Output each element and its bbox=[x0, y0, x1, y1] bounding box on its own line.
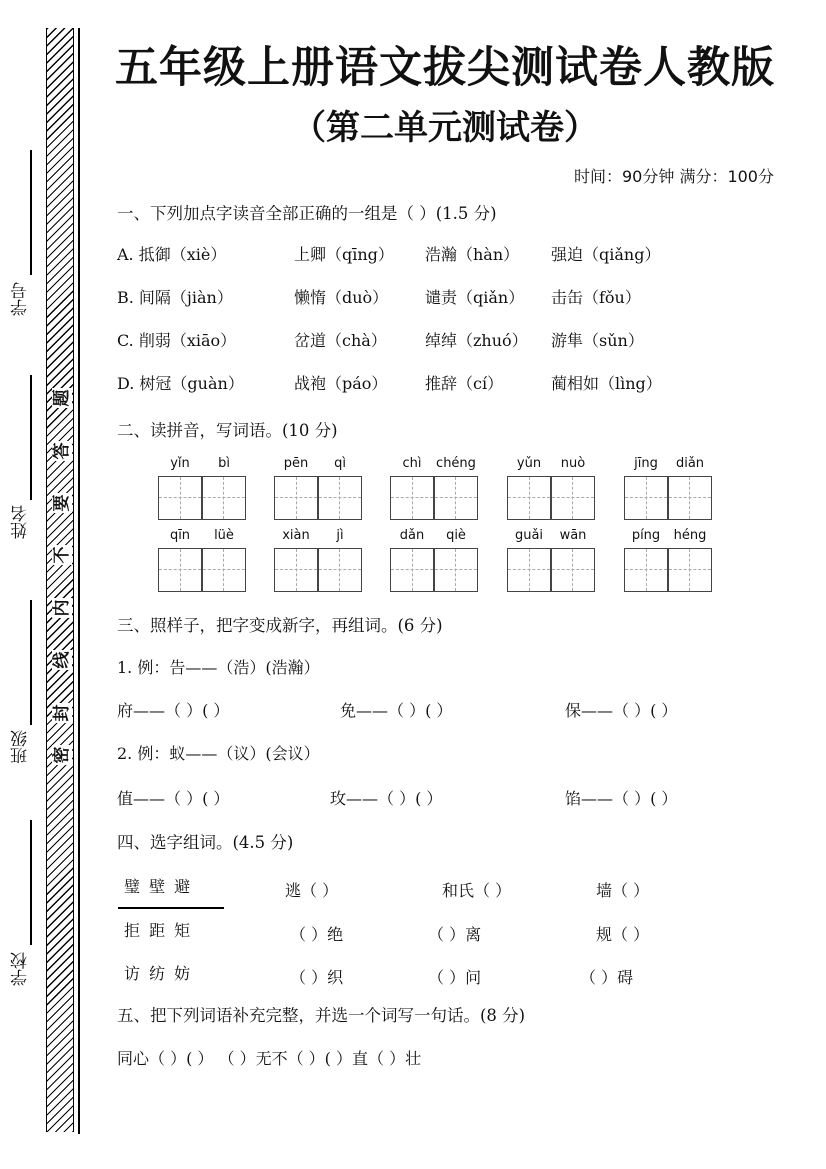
q1-option: B. 间隔（jiàn） bbox=[117, 288, 233, 307]
q1-option: 战袍（páo） bbox=[294, 374, 388, 393]
notice-char: 题 bbox=[52, 389, 72, 407]
tianzi-writing-box[interactable] bbox=[274, 548, 362, 592]
tianzi-writing-box[interactable] bbox=[624, 548, 712, 592]
q4-blank[interactable]: （ ）问 bbox=[428, 968, 482, 987]
pinyin-syllable: guǎi bbox=[514, 528, 544, 543]
q3-blank[interactable]: 府——（ ）( ） bbox=[117, 701, 230, 720]
pinyin-syllable: dǎn bbox=[399, 528, 425, 543]
student-id-underline bbox=[30, 150, 32, 275]
q4-blank[interactable]: 和氏（ ） bbox=[442, 881, 512, 900]
pinyin-syllable: xiàn bbox=[282, 528, 310, 543]
q4-choice-set: 访 纺 妨 bbox=[124, 964, 193, 983]
tianzi-writing-box[interactable] bbox=[624, 476, 712, 520]
page-subtitle: （第二单元测试卷） bbox=[292, 108, 598, 148]
time-score-info: 时间：90分钟 满分：100分 bbox=[574, 167, 774, 186]
class-label: 班级 bbox=[11, 730, 31, 764]
q4-blank[interactable]: （ ）碍 bbox=[580, 968, 634, 987]
notice-char: 密 bbox=[52, 746, 72, 764]
notice-char: 要 bbox=[52, 494, 72, 512]
tianzi-writing-box[interactable] bbox=[390, 476, 478, 520]
notice-char: 内 bbox=[52, 599, 72, 617]
page-title: 五年级上册语文拔尖测试卷人教版 bbox=[115, 43, 775, 93]
q4-blank[interactable]: （ ）离 bbox=[428, 925, 482, 944]
pinyin-syllable: jì bbox=[336, 528, 344, 543]
q1-option: A. 抵御（xiè） bbox=[117, 245, 227, 264]
school-label: 学校 bbox=[11, 952, 31, 986]
q4-choice-set: 拒 距 矩 bbox=[124, 921, 193, 940]
name-label: 姓名 bbox=[11, 505, 31, 539]
q3-title: 三、照样子，把字变成新字，再组词。(6 分) bbox=[117, 616, 443, 635]
binding-line bbox=[78, 28, 80, 1134]
q3-blank[interactable]: 馅——（ ）( ） bbox=[565, 789, 678, 808]
pinyin-syllable: lüè bbox=[214, 528, 234, 543]
q3-blank[interactable]: 免——（ ）( ） bbox=[340, 701, 453, 720]
q1-option: 推辞（cí） bbox=[425, 374, 504, 393]
pinyin-syllable: jīng bbox=[634, 456, 658, 471]
pinyin-syllable: bì bbox=[218, 456, 230, 471]
pinyin-syllable: diǎn bbox=[675, 456, 705, 471]
q4-choice-divider bbox=[118, 907, 224, 909]
q2-title: 二、读拼音，写词语。(10 分) bbox=[117, 421, 338, 440]
pinyin-syllable: wān bbox=[559, 528, 587, 543]
tianzi-writing-box[interactable] bbox=[390, 548, 478, 592]
q1-option: 岔道（chà） bbox=[294, 331, 387, 350]
q1-option: 上卿（qīng） bbox=[294, 245, 394, 264]
pinyin-syllable: qiè bbox=[446, 528, 466, 543]
pinyin-syllable: nuò bbox=[560, 456, 586, 471]
notice-char: 答 bbox=[52, 442, 72, 460]
q1-option: 游隼（sǔn） bbox=[551, 331, 644, 350]
q3-example-1: 1. 例：告——（浩）(浩瀚） bbox=[117, 658, 320, 677]
tianzi-writing-box[interactable] bbox=[507, 476, 595, 520]
q5-title: 五、把下列词语补充完整，并选一个词写一句话。(8 分) bbox=[117, 1006, 526, 1025]
q4-choice-set: 璧 壁 避 bbox=[124, 877, 193, 896]
class-underline bbox=[30, 600, 32, 725]
pinyin-syllable: qīn bbox=[169, 528, 191, 543]
q5-blank-line[interactable]: 同心（ ）( ） （ ）无不（ ）( ）直（ ）壮 bbox=[117, 1049, 422, 1068]
pinyin-syllable: héng bbox=[673, 528, 707, 543]
tianzi-writing-box[interactable] bbox=[507, 548, 595, 592]
pinyin-syllable: qì bbox=[334, 456, 346, 471]
pinyin-syllable: yǐn bbox=[170, 456, 190, 471]
q4-blank[interactable]: （ ）绝 bbox=[290, 925, 344, 944]
pinyin-syllable: pēn bbox=[283, 456, 309, 471]
q4-blank[interactable]: 墙（ ） bbox=[596, 881, 650, 900]
q4-blank[interactable]: 逃（ ） bbox=[285, 881, 339, 900]
q4-title: 四、选字组词。(4.5 分) bbox=[117, 833, 294, 852]
q1-option: 蔺相如（lìng） bbox=[551, 374, 662, 393]
q3-blank[interactable]: 玫——（ ）( ） bbox=[330, 789, 443, 808]
pinyin-syllable: yǔn bbox=[516, 456, 542, 471]
notice-char: 封 bbox=[52, 704, 72, 722]
q1-option: 强迫（qiǎng） bbox=[551, 245, 661, 264]
student-id-label: 学号 bbox=[11, 282, 31, 316]
tianzi-writing-box[interactable] bbox=[274, 476, 362, 520]
school-underline bbox=[30, 820, 32, 945]
notice-char: 不 bbox=[52, 546, 72, 564]
pinyin-syllable: píng bbox=[631, 528, 661, 543]
q1-title: 一、下列加点字读音全部正确的一组是（ ）(1.5 分) bbox=[117, 204, 497, 223]
pinyin-syllable: chì bbox=[402, 456, 422, 471]
q1-option: D. 树冠（guàn） bbox=[117, 374, 244, 393]
tianzi-writing-box[interactable] bbox=[158, 548, 246, 592]
q1-option: 谴责（qiǎn） bbox=[425, 288, 525, 307]
q1-option: 浩瀚（hàn） bbox=[425, 245, 520, 264]
q1-option: 击缶（fǒu） bbox=[551, 288, 641, 307]
name-underline bbox=[30, 375, 32, 500]
q3-blank[interactable]: 值——（ ）( ） bbox=[117, 789, 230, 808]
notice-char: 线 bbox=[52, 651, 72, 669]
q4-blank[interactable]: 规（ ） bbox=[596, 925, 650, 944]
binding-hatch-strip bbox=[46, 28, 74, 1132]
q1-option: C. 削弱（xiāo） bbox=[117, 331, 237, 350]
tianzi-writing-box[interactable] bbox=[158, 476, 246, 520]
pinyin-syllable: chéng bbox=[436, 456, 476, 471]
q4-blank[interactable]: （ ）织 bbox=[290, 968, 344, 987]
q3-example-2: 2. 例：蚁——（议）(会议） bbox=[117, 744, 320, 763]
q1-option: 绰绰（zhuó） bbox=[425, 331, 528, 350]
q3-blank[interactable]: 保——（ ）( ） bbox=[565, 701, 678, 720]
q1-option: 懒惰（duò） bbox=[294, 288, 389, 307]
